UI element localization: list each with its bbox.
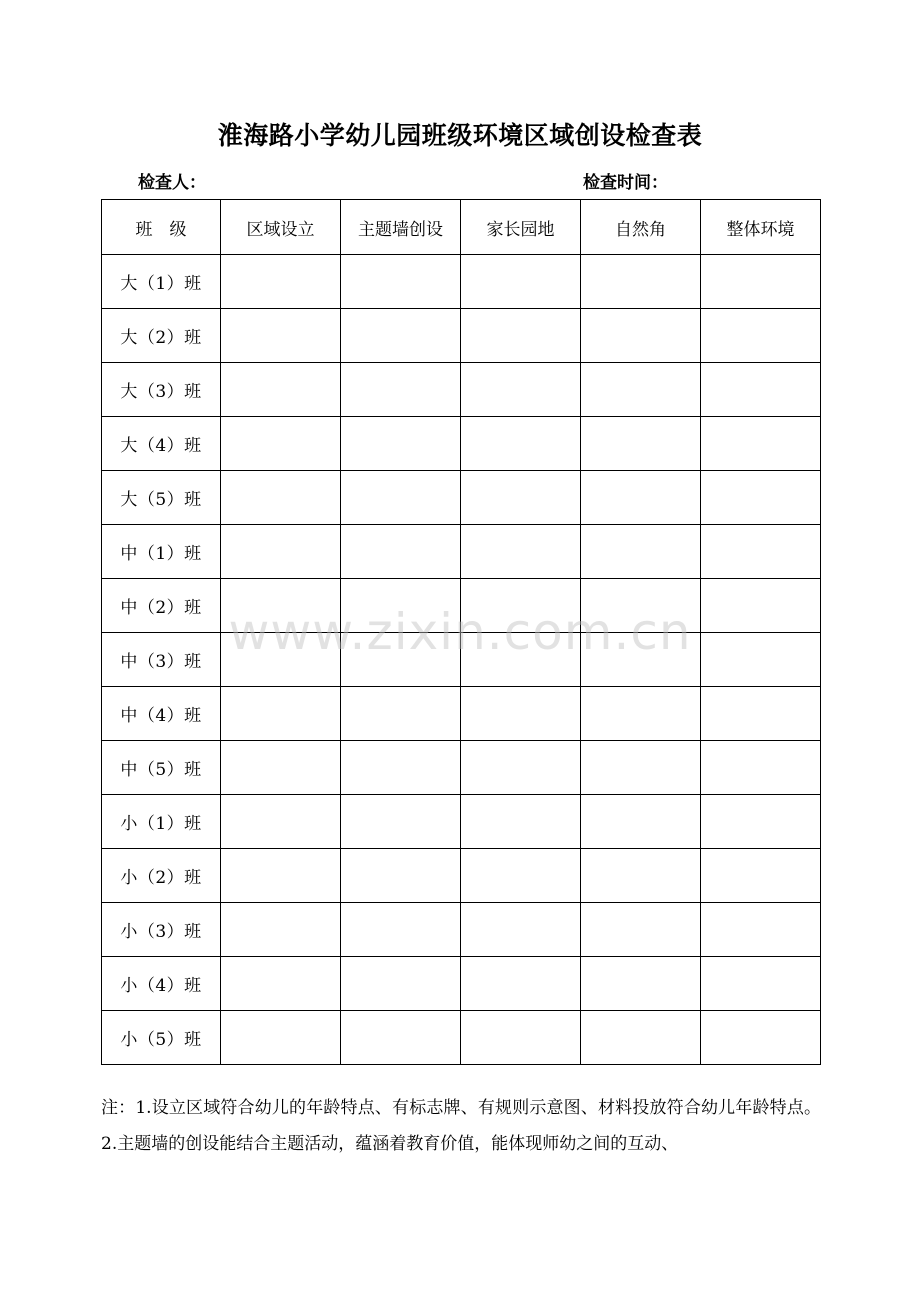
- class-name-cell: 中（3）班: [102, 633, 221, 687]
- score-cell[interactable]: [461, 309, 581, 363]
- table-row: [102, 849, 821, 903]
- table-row: [102, 525, 821, 579]
- score-cell[interactable]: [221, 795, 341, 849]
- score-cell[interactable]: [581, 1011, 701, 1065]
- score-cell[interactable]: [461, 741, 581, 795]
- class-name-cell: 小（2）班: [102, 849, 221, 903]
- header-area-setup: 区域设立: [221, 200, 341, 255]
- score-cell[interactable]: [341, 957, 461, 1011]
- header-theme-wall: 主题墙创设: [341, 200, 461, 255]
- score-cell[interactable]: [461, 417, 581, 471]
- score-cell[interactable]: [221, 363, 341, 417]
- score-cell[interactable]: [341, 579, 461, 633]
- score-cell[interactable]: [341, 687, 461, 741]
- class-name-cell: 小（4）班: [102, 957, 221, 1011]
- score-cell[interactable]: [701, 903, 821, 957]
- score-cell[interactable]: [701, 417, 821, 471]
- score-cell[interactable]: [581, 417, 701, 471]
- table-row: [102, 687, 821, 741]
- score-cell[interactable]: [461, 957, 581, 1011]
- score-cell[interactable]: [221, 255, 341, 309]
- class-name-cell: 中（2）班: [102, 579, 221, 633]
- score-cell[interactable]: [341, 741, 461, 795]
- class-name-cell: 大（4）班: [102, 417, 221, 471]
- class-name-cell: 小（3）班: [102, 903, 221, 957]
- score-cell[interactable]: [461, 795, 581, 849]
- score-cell[interactable]: [461, 849, 581, 903]
- table-row: [102, 417, 821, 471]
- score-cell[interactable]: [341, 363, 461, 417]
- score-cell[interactable]: [341, 309, 461, 363]
- inspection-table: [101, 199, 821, 1065]
- score-cell[interactable]: [461, 1011, 581, 1065]
- page-title: 淮海路小学幼儿园班级环境区域创设检查表: [217, 121, 703, 150]
- score-cell[interactable]: [701, 687, 821, 741]
- header-nature-corner: 自然角: [581, 200, 701, 255]
- table-row: [102, 741, 821, 795]
- score-cell[interactable]: [341, 633, 461, 687]
- header-parent-corner: 家长园地: [461, 200, 581, 255]
- score-cell[interactable]: [701, 957, 821, 1011]
- table-row: [102, 1011, 821, 1065]
- table-row: [102, 471, 821, 525]
- score-cell[interactable]: [461, 525, 581, 579]
- score-cell[interactable]: [221, 579, 341, 633]
- table-row: [102, 633, 821, 687]
- score-cell[interactable]: [701, 1011, 821, 1065]
- score-cell[interactable]: [341, 525, 461, 579]
- score-cell[interactable]: [701, 255, 821, 309]
- score-cell[interactable]: [461, 471, 581, 525]
- score-cell[interactable]: [581, 309, 701, 363]
- inspector-label: 检查人：: [138, 173, 206, 193]
- score-cell[interactable]: [581, 525, 701, 579]
- score-cell[interactable]: [581, 795, 701, 849]
- score-cell[interactable]: [581, 363, 701, 417]
- score-cell[interactable]: [701, 471, 821, 525]
- footnote: 注：1.设立区域符合幼儿的年龄特点、有标志牌、有规则示意图、材料投放符合幼儿年龄特点。2.主题墙的创设能结合主题活动，蕴涵着教育价值，能体现师幼之间的互动、: [101, 1098, 821, 1154]
- header-class: 班 级: [102, 200, 221, 255]
- table-row: [102, 579, 821, 633]
- score-cell[interactable]: [581, 849, 701, 903]
- score-cell[interactable]: [581, 633, 701, 687]
- score-cell[interactable]: [581, 957, 701, 1011]
- class-name-cell: 中（5）班: [102, 741, 221, 795]
- score-cell[interactable]: [581, 741, 701, 795]
- class-name-cell: 大（3）班: [102, 363, 221, 417]
- score-cell[interactable]: [221, 957, 341, 1011]
- class-name-cell: 中（1）班: [102, 525, 221, 579]
- score-cell[interactable]: [221, 633, 341, 687]
- score-cell[interactable]: [221, 525, 341, 579]
- table-row: [102, 309, 821, 363]
- watermark: www.zixin.com.cn: [228, 603, 692, 661]
- score-cell[interactable]: [461, 579, 581, 633]
- score-cell[interactable]: [341, 795, 461, 849]
- class-name-cell: 小（5）班: [102, 1011, 221, 1065]
- score-cell[interactable]: [221, 903, 341, 957]
- class-name-cell: 大（2）班: [102, 309, 221, 363]
- score-cell[interactable]: [341, 1011, 461, 1065]
- score-cell[interactable]: [461, 903, 581, 957]
- score-cell[interactable]: [581, 903, 701, 957]
- score-cell[interactable]: [581, 255, 701, 309]
- score-cell[interactable]: [461, 363, 581, 417]
- score-cell[interactable]: [581, 471, 701, 525]
- score-cell[interactable]: [221, 309, 341, 363]
- score-cell[interactable]: [701, 525, 821, 579]
- score-cell[interactable]: [701, 363, 821, 417]
- score-cell[interactable]: [701, 309, 821, 363]
- score-cell[interactable]: [701, 741, 821, 795]
- score-cell[interactable]: [701, 579, 821, 633]
- table-row: [102, 255, 821, 309]
- score-cell[interactable]: [341, 903, 461, 957]
- score-cell[interactable]: [221, 687, 341, 741]
- score-cell[interactable]: [701, 795, 821, 849]
- table-row: [102, 903, 821, 957]
- class-name-cell: 大（5）班: [102, 471, 221, 525]
- score-cell[interactable]: [221, 741, 341, 795]
- score-cell[interactable]: [341, 255, 461, 309]
- score-cell[interactable]: [701, 849, 821, 903]
- inspection-time-label: 检查时间：: [583, 173, 668, 193]
- class-name-cell: 小（1）班: [102, 795, 221, 849]
- table-row: [102, 363, 821, 417]
- score-cell[interactable]: [221, 417, 341, 471]
- score-cell[interactable]: [461, 255, 581, 309]
- table-row: [102, 795, 821, 849]
- score-cell[interactable]: [461, 633, 581, 687]
- score-cell[interactable]: [341, 471, 461, 525]
- class-name-cell: 中（4）班: [102, 687, 221, 741]
- table-row: [102, 957, 821, 1011]
- score-cell[interactable]: [581, 579, 701, 633]
- score-cell[interactable]: [341, 417, 461, 471]
- header-overall-environment: 整体环境: [701, 200, 821, 255]
- table-header-row: [102, 200, 821, 255]
- score-cell[interactable]: [461, 687, 581, 741]
- score-cell[interactable]: [221, 1011, 341, 1065]
- score-cell[interactable]: [221, 471, 341, 525]
- score-cell[interactable]: [221, 849, 341, 903]
- score-cell[interactable]: [341, 849, 461, 903]
- score-cell[interactable]: [581, 687, 701, 741]
- score-cell[interactable]: [701, 633, 821, 687]
- class-name-cell: 大（1）班: [102, 255, 221, 309]
